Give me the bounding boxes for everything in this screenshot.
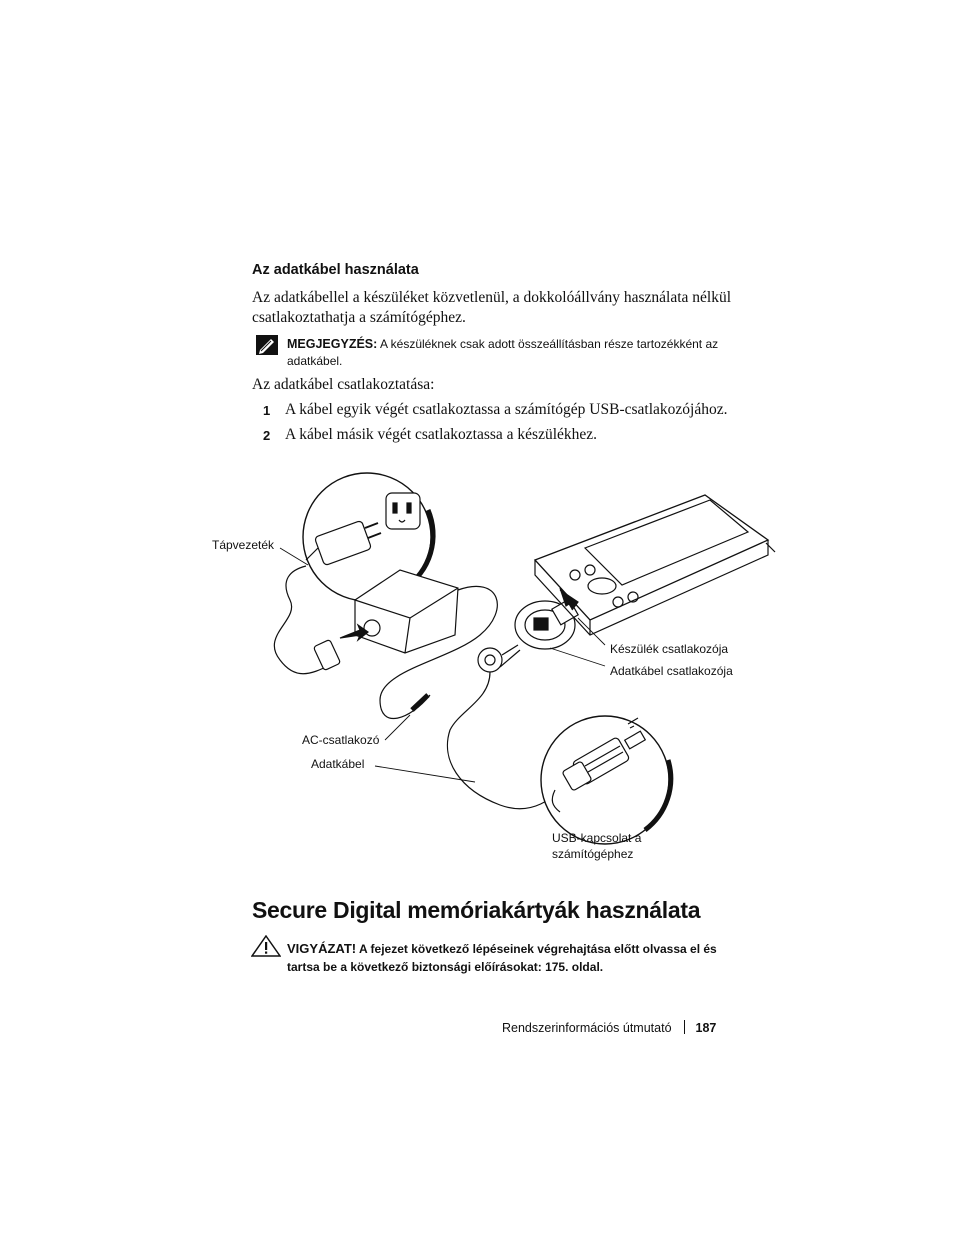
footer-title: Rendszerinformációs útmutató — [502, 1021, 672, 1035]
label-data-cable: Adatkábel — [311, 757, 365, 771]
page-number: 187 — [695, 1021, 717, 1035]
warning-triangle-icon — [251, 935, 281, 957]
intro-paragraph: Az adatkábellel a készüléket közvetlenül, a dokkolóállvány használata nélkül csatlakoztathatja a számítógéphez. — [252, 289, 732, 326]
data-cable-connector-illustration — [478, 599, 578, 672]
page-footer — [502, 1020, 716, 1035]
step-text: A kábel másik végét csatlakoztassa a készülékhez. — [285, 426, 598, 443]
footer-divider — [684, 1020, 685, 1034]
main-heading: Secure Digital memóriakártyák használata — [252, 897, 701, 923]
label-data-cable-connector: Adatkábel csatlakozója — [610, 664, 733, 678]
note-pencil-icon — [256, 335, 278, 355]
note-label: MEGJEGYZÉS: — [287, 337, 378, 351]
note-text: A készüléknek csak adott összeállításban része tartozékként az adatkábel. — [287, 337, 719, 368]
step-text: A kábel egyik végét csatlakoztassa a számítógép USB-csatlakozójához. — [285, 401, 728, 418]
section-heading: Az adatkábel használata — [252, 262, 419, 278]
steps-intro: Az adatkábel csatlakoztatása: — [252, 376, 435, 393]
warning — [287, 940, 727, 976]
step-number: 2 — [263, 428, 271, 443]
label-device-connector: Készülék csatlakozója — [610, 642, 729, 656]
warning-text: A fejezet következő lépéseinek végrehajtása előtt olvassa el és tartsa be a következő biztonsági előírásokat: 175. oldal. — [287, 942, 717, 974]
label-ac-connector: AC-csatlakozó — [302, 733, 380, 747]
step-number: 1 — [263, 403, 271, 418]
pda-device-illustration — [535, 495, 775, 635]
warning-label: VIGYÁZAT! — [287, 941, 357, 956]
note — [287, 336, 727, 370]
usb-plug-illustration — [541, 716, 671, 844]
label-power-cord: Tápvezeték — [212, 538, 275, 552]
label-usb-connection: USB-kapcsolat a számítógéphez — [552, 831, 642, 861]
